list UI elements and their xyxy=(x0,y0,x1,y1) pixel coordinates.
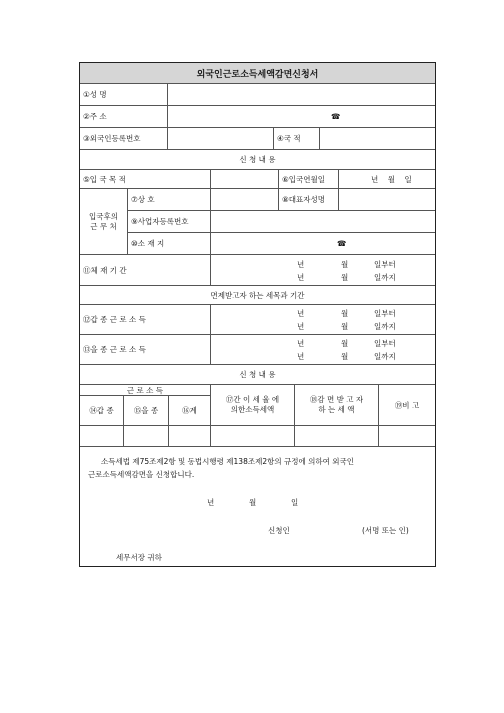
nationality-label: ④국 적 xyxy=(274,128,320,150)
recipient-label: 세무서장 귀하 xyxy=(116,553,162,562)
class-a-to-day: 일까지 xyxy=(374,322,396,331)
biz-no-label: ⑨사업자등록번호 xyxy=(128,211,211,233)
statement-line1: 소득세법 제75조제2항 및 동법시행령 제138조제2항의 규정에 의하여 외국인 xyxy=(101,457,354,466)
total-amount-field[interactable] xyxy=(169,426,211,447)
purpose-label: ⑤입 국 목 적 xyxy=(80,170,211,189)
stay-to-month: 월 xyxy=(341,273,349,282)
date-day: 일 xyxy=(291,498,299,507)
class-a-from-year: 년 xyxy=(297,309,305,318)
stay-from-day: 일부터 xyxy=(374,260,396,269)
class-a-to-year: 년 xyxy=(297,322,305,331)
class-b-from-year: 년 xyxy=(297,339,305,348)
col-class-b-header: ⑮을 종 xyxy=(124,396,169,426)
workplace-label xyxy=(80,189,128,255)
class-b-income-label: ⑬을 종 근 로 소 득 xyxy=(80,335,211,365)
col-class-a-header: ⑭갑 종 xyxy=(80,396,124,426)
address-field[interactable] xyxy=(168,106,435,128)
phone-icon: ☎ xyxy=(337,239,347,248)
entry-date-label: ⑥입국연월일 xyxy=(279,170,339,189)
location-label: ⑩소 재 지 xyxy=(128,233,211,255)
class-a-from-month: 월 xyxy=(341,309,349,318)
rep-name-field[interactable] xyxy=(339,189,435,211)
name-field[interactable] xyxy=(168,84,435,106)
treaty-tax-field[interactable] xyxy=(211,426,295,447)
class-b-to-day: 일까지 xyxy=(374,352,396,361)
stay-period-field[interactable] xyxy=(211,255,435,286)
date-year: 년 xyxy=(207,498,215,507)
company-field[interactable] xyxy=(211,189,279,211)
phone-icon: ☎ xyxy=(331,112,341,121)
class-a-income-label: ⑫갑 종 근 로 소 득 xyxy=(80,305,211,335)
class-b-amount-field[interactable] xyxy=(124,426,169,447)
col-treaty-line1: ⑰간 이 세 율 에 xyxy=(225,395,280,404)
stay-to-day: 일까지 xyxy=(374,273,396,282)
biz-no-field[interactable] xyxy=(211,211,435,233)
nationality-field[interactable] xyxy=(320,128,435,150)
address-label: ②주 소 xyxy=(80,106,168,128)
stay-period-label: ⑪체 재 기 간 xyxy=(80,255,211,286)
rep-name-label: ⑧대표자성명 xyxy=(279,189,339,211)
stay-to-year: 년 xyxy=(297,273,305,282)
stay-from-year: 년 xyxy=(297,260,305,269)
class-a-from-day: 일부터 xyxy=(374,309,396,318)
col-treaty-line2: 의한소득세액 xyxy=(230,405,275,414)
form-title: 외국인근로소득세액감면신청서 xyxy=(80,63,435,84)
class-b-to-year: 년 xyxy=(297,352,305,361)
name-label: ①성 명 xyxy=(80,84,168,106)
class-b-from-day: 일부터 xyxy=(374,339,396,348)
class-b-to-month: 월 xyxy=(341,352,349,361)
reduction-amount-field[interactable] xyxy=(295,426,379,447)
col-treaty-tax-header xyxy=(211,385,295,426)
signature-label: (서명 또는 인) xyxy=(362,526,409,535)
section-exempt-header: 면제받고자 하는 세목과 기간 xyxy=(80,286,435,305)
applicant-label: 신청인 xyxy=(268,526,290,535)
col-reduction-line1: ⑱감 면 받 고 자 xyxy=(309,395,364,404)
class-a-amount-field[interactable] xyxy=(80,426,124,447)
reg-no-label: ③외국인등록번호 xyxy=(80,128,168,150)
statement-line2: 근로소득세액감면을 신청합니다. xyxy=(88,470,195,479)
col-reduction-line2: 하 는 세 액 xyxy=(318,405,355,414)
location-field[interactable] xyxy=(211,233,435,255)
note-field[interactable] xyxy=(379,426,435,447)
exemption-application-form xyxy=(79,62,436,567)
col-note-header: ⑲비 고 xyxy=(379,385,435,426)
class-b-from-month: 월 xyxy=(341,339,349,348)
section-apply-header: 신 청 내 용 xyxy=(80,150,435,170)
col-total-header: ⑯계 xyxy=(169,396,211,426)
class-a-period-field[interactable] xyxy=(211,305,435,335)
workplace-label-line2: 근 무 처 xyxy=(90,221,117,231)
income-group-header: 근 로 소 득 xyxy=(80,385,211,396)
purpose-field[interactable] xyxy=(211,170,279,189)
class-b-period-field[interactable] xyxy=(211,335,435,365)
entry-date-field[interactable]: 년 월 일 xyxy=(339,170,435,189)
workplace-label-line1: 입국후의 xyxy=(89,211,118,221)
stay-from-month: 월 xyxy=(341,260,349,269)
reg-no-field[interactable] xyxy=(168,128,274,150)
date-month: 월 xyxy=(249,498,257,507)
company-label: ⑦상 호 xyxy=(128,189,211,211)
section-apply2-header: 신 청 내 용 xyxy=(80,365,435,385)
class-a-to-month: 월 xyxy=(341,322,349,331)
col-reduction-header xyxy=(295,385,379,426)
